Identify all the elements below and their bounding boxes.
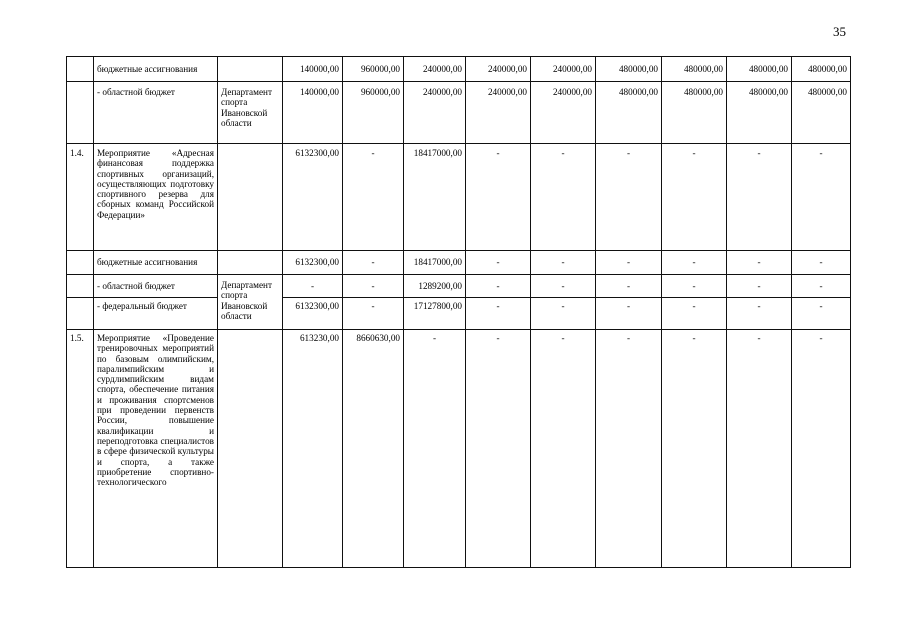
value-cell: 480000,00 [662, 57, 727, 82]
value-cell: - [596, 298, 662, 330]
row-department: Департамент спорта Ивановской области [218, 275, 283, 330]
value-cell: - [596, 330, 662, 568]
value-cell: - [727, 144, 792, 251]
row-description: бюджетные ассигнования [94, 251, 218, 275]
value-cell: - [596, 251, 662, 275]
table-row [67, 275, 851, 298]
value-cell: 1289200,00 [404, 275, 466, 298]
value-cell: 480000,00 [727, 82, 792, 144]
value-cell: 18417000,00 [404, 251, 466, 275]
value-cell: - [531, 298, 596, 330]
row-index [67, 57, 94, 82]
row-description: Мероприятие «Адресная финансовая поддержка спортивных организаций, осуществляющих подготовку спортивного резерва для сборных команд Российской Федерации» [94, 144, 218, 251]
value-cell: - [283, 275, 343, 298]
row-index [67, 251, 94, 275]
value-cell: - [466, 251, 531, 275]
value-cell: - [343, 298, 404, 330]
row-index [67, 275, 94, 298]
page-number: 35 [833, 24, 846, 39]
value-cell: - [343, 275, 404, 298]
value-cell: 6132300,00 [283, 298, 343, 330]
value-cell: 480000,00 [792, 82, 851, 144]
value-cell: - [343, 251, 404, 275]
value-cell: - [792, 275, 851, 298]
row-index [67, 298, 94, 330]
value-cell: - [662, 330, 727, 568]
value-cell: - [727, 251, 792, 275]
value-cell: - [531, 144, 596, 251]
row-description: бюджетные ассигнования [94, 57, 218, 82]
row-department [218, 330, 283, 568]
value-cell: - [792, 298, 851, 330]
value-cell: - [662, 251, 727, 275]
row-department [218, 57, 283, 82]
row-department: Департамент спорта Ивановской области [218, 82, 283, 144]
row-index: 1.4. [67, 144, 94, 251]
value-cell: 960000,00 [343, 82, 404, 144]
table-row [67, 298, 851, 330]
value-cell: - [596, 144, 662, 251]
value-cell: - [662, 298, 727, 330]
value-cell: 960000,00 [343, 57, 404, 82]
value-cell: - [466, 330, 531, 568]
value-cell: - [727, 275, 792, 298]
value-cell: - [662, 275, 727, 298]
value-cell: - [466, 275, 531, 298]
table-row [67, 57, 851, 82]
value-cell: - [531, 330, 596, 568]
value-cell: 240000,00 [404, 82, 466, 144]
row-department [218, 144, 283, 251]
row-description: Мероприятие «Проведение тренировочных мероприятий по базовым олимпийским, паралимпийским и сурдлимпийским видам спорта, обеспечение питания и проживания спортсменов при проведении первенств России, повышение квалификации и переподготовка специалистов в сфере физической культуры и спорта, а также приобретение спортивно-технологического [94, 330, 218, 568]
row-description: - областной бюджет [94, 275, 218, 298]
row-index: 1.5. [67, 330, 94, 568]
value-cell: 6132300,00 [283, 251, 343, 275]
value-cell: - [404, 330, 466, 568]
value-cell: 240000,00 [466, 57, 531, 82]
value-cell: 480000,00 [596, 57, 662, 82]
value-cell: - [792, 144, 851, 251]
row-description: - федеральный бюджет [94, 298, 218, 330]
value-cell: 240000,00 [531, 57, 596, 82]
value-cell: 480000,00 [792, 57, 851, 82]
value-cell: 240000,00 [531, 82, 596, 144]
value-cell: 140000,00 [283, 57, 343, 82]
value-cell: - [531, 275, 596, 298]
row-description: - областной бюджет [94, 82, 218, 144]
table-row [67, 144, 851, 251]
table-row [67, 330, 851, 568]
value-cell: 17127800,00 [404, 298, 466, 330]
value-cell: 8660630,00 [343, 330, 404, 568]
row-department [218, 251, 283, 275]
table-row [67, 82, 851, 144]
row-index [67, 82, 94, 144]
budget-table [66, 56, 851, 568]
value-cell: - [727, 298, 792, 330]
value-cell: 480000,00 [662, 82, 727, 144]
value-cell: 6132300,00 [283, 144, 343, 251]
value-cell: - [727, 330, 792, 568]
value-cell: - [531, 251, 596, 275]
value-cell: - [466, 144, 531, 251]
value-cell: 240000,00 [466, 82, 531, 144]
value-cell: 613230,00 [283, 330, 343, 568]
value-cell: - [662, 144, 727, 251]
value-cell: 140000,00 [283, 82, 343, 144]
value-cell: 480000,00 [596, 82, 662, 144]
value-cell: - [596, 275, 662, 298]
value-cell: - [343, 144, 404, 251]
value-cell: 240000,00 [404, 57, 466, 82]
value-cell: 18417000,00 [404, 144, 466, 251]
value-cell: - [792, 330, 851, 568]
value-cell: 480000,00 [727, 57, 792, 82]
value-cell: - [466, 298, 531, 330]
table-row [67, 251, 851, 275]
value-cell: - [792, 251, 851, 275]
